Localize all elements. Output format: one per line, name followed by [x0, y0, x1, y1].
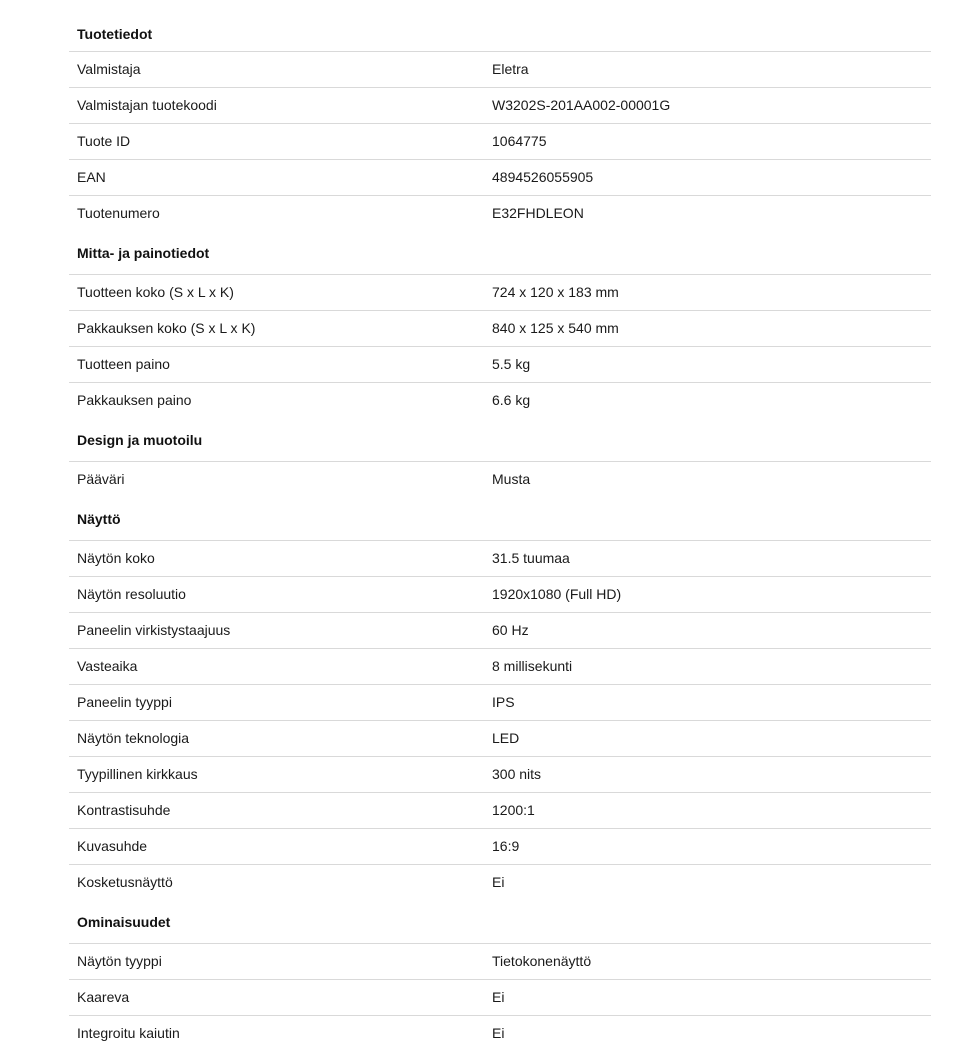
- spec-label: Vasteaika: [77, 658, 138, 674]
- spec-row: [69, 124, 931, 160]
- spec-value: 724 x 120 x 183 mm: [492, 284, 619, 300]
- section-title: Mitta- ja painotiedot: [69, 232, 931, 275]
- spec-value: W3202S-201AA002-00001G: [492, 97, 671, 113]
- spec-row: [69, 311, 931, 347]
- spec-row: [69, 1016, 931, 1052]
- spec-row: [69, 275, 931, 311]
- spec-value: 1920x1080 (Full HD): [492, 586, 622, 602]
- spec-value: 1064775: [492, 133, 547, 149]
- spec-label: Pääväri: [77, 471, 125, 487]
- spec-row: [69, 577, 931, 613]
- spec-label: Näytön tyyppi: [77, 953, 162, 969]
- spec-value: Eletra: [492, 61, 529, 77]
- section-title: Näyttö: [69, 498, 931, 541]
- section-design-ja-muotoilu: [69, 419, 931, 498]
- section-tuotetiedot: [69, 17, 931, 232]
- spec-label: Valmistajan tuotekoodi: [77, 97, 217, 113]
- spec-value: 300 nits: [492, 766, 542, 782]
- section-title: Ominaisuudet: [69, 901, 931, 944]
- spec-row: [69, 613, 931, 649]
- spec-label: Pakkauksen koko (S x L x K): [77, 320, 256, 336]
- spec-label: Näytön teknologia: [77, 730, 190, 746]
- spec-row: [69, 160, 931, 196]
- spec-label: Paneelin virkistystaajuus: [77, 622, 231, 638]
- section-naytto: [69, 498, 931, 901]
- spec-value: 5.5 kg: [492, 356, 531, 372]
- spec-label: Kontrastisuhde: [77, 802, 171, 818]
- spec-label: Kosketusnäyttö: [77, 874, 173, 890]
- spec-value: E32FHDLEON: [492, 205, 584, 221]
- spec-value: Ei: [492, 874, 505, 890]
- section-title: Tuotetiedot: [69, 17, 931, 52]
- section-ominaisuudet: [69, 901, 931, 1052]
- spec-value: 1200:1: [492, 802, 535, 818]
- spec-row: [69, 865, 931, 901]
- spec-row: [69, 757, 931, 793]
- spec-value: 31.5 tuumaa: [492, 550, 570, 566]
- spec-value: Ei: [492, 989, 505, 1005]
- spec-row: [69, 829, 931, 865]
- spec-value: Ei: [492, 1025, 505, 1041]
- spec-label: Valmistaja: [77, 61, 141, 77]
- spec-value: Tietokonenäyttö: [492, 953, 592, 969]
- spec-label: Integroitu kaiutin: [77, 1025, 180, 1041]
- spec-row: [69, 944, 931, 980]
- spec-label: Tuotenumero: [77, 205, 160, 221]
- spec-row: [69, 196, 931, 232]
- spec-value: 60 Hz: [492, 622, 529, 638]
- spec-row: [69, 649, 931, 685]
- spec-value: 16:9: [492, 838, 520, 854]
- section-mitta-ja-painotiedot: [69, 232, 931, 419]
- spec-value: 8 millisekunti: [492, 658, 573, 674]
- spec-value: 4894526055905: [492, 169, 594, 185]
- spec-row: [69, 721, 931, 757]
- section-title: Design ja muotoilu: [69, 419, 931, 462]
- spec-label: Näytön koko: [77, 550, 155, 566]
- spec-row: [69, 541, 931, 577]
- spec-row: [69, 685, 931, 721]
- spec-label: Kaareva: [77, 989, 130, 1005]
- spec-row: [69, 793, 931, 829]
- spec-row: [69, 980, 931, 1016]
- product-specifications: [69, 17, 931, 1052]
- spec-row: [69, 88, 931, 124]
- spec-label: EAN: [77, 169, 106, 185]
- spec-row: [69, 347, 931, 383]
- spec-label: Tuote ID: [77, 133, 131, 149]
- spec-row: [69, 52, 931, 88]
- spec-value: Musta: [492, 471, 531, 487]
- spec-value: 840 x 125 x 540 mm: [492, 320, 619, 336]
- spec-label: Pakkauksen paino: [77, 392, 192, 408]
- spec-row: [69, 462, 931, 498]
- spec-value: LED: [492, 730, 520, 746]
- spec-value: IPS: [492, 694, 515, 710]
- spec-label: Tuotteen koko (S x L x K): [77, 284, 234, 300]
- spec-label: Paneelin tyyppi: [77, 694, 172, 710]
- spec-label: Näytön resoluutio: [77, 586, 186, 602]
- spec-label: Tyypillinen kirkkaus: [77, 766, 198, 782]
- spec-value: 6.6 kg: [492, 392, 531, 408]
- spec-label: Kuvasuhde: [77, 838, 148, 854]
- spec-label: Tuotteen paino: [77, 356, 170, 372]
- spec-row: [69, 383, 931, 419]
